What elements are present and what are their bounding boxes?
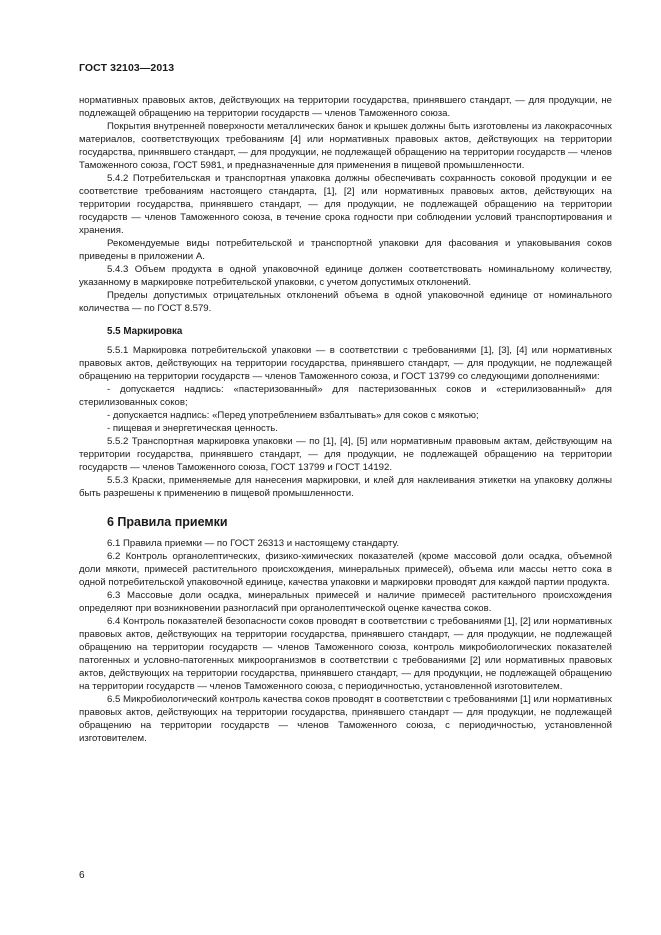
paragraph: 6.2 Контроль органолептических, физико-химических показателей (кроме массовой доли осадка, объемной доли мякоти, примесей растительного происхождения, минеральных примесей), объема или массы нетто сока в одной потребительской упаковочной единице, качества упаковки и маркировки проводят для каждой партии продукта. [79,551,612,588]
list-item: - допускается надпись: «Перед употреблением взбалтывать» для соков с мякотью; [107,410,479,421]
document-header: ГОСТ 32103—2013 [79,62,175,74]
paragraph: Покрытия внутренней поверхности металлических банок и крышек должны быть изготовлены из лакокрасочных материалов, соответствующих требованиям [4] или нормативных правовых актов, действующих на территории государства, принявшего стандарт, — для продукции, не подлежащей обращению на территории государств — членов Таможенного союза, ГОСТ 5981, и предназначенные для применения в пищевой промышленности. [79,121,612,171]
paragraph: 6.5 Микробиологический контроль качества соков проводят в соответствии с требованиями [1] или нормативных правовых актов, действующих на территории государства, принявшего стандарт — для продукции, не подлежащей обращению на территории государств — членов Таможенного союза, с периодичностью, установленной изготовителем. [79,694,612,744]
page-number: 6 [79,870,85,881]
subsection-heading: 5.5 Маркировка [107,326,183,337]
paragraph: 6.1 Правила приемки — по ГОСТ 26313 и настоящему стандарту. [107,538,400,549]
paragraph: нормативных правовых актов, действующих на территории государства, принявшего стандарт, — для продукции, не подлежащей обращению на территории государств — членов Таможенного союза. [79,95,612,119]
list-item: - пищевая и энергетическая ценность. [107,423,278,434]
paragraph: Пределы допустимых отрицательных отклонений объема в одной упаковочной единице от номинального количества — по ГОСТ 8.579. [79,290,612,314]
paragraph: 5.4.3 Объем продукта в одной упаковочной единице должен соответствовать номинальному количеству, указанному в маркировке потребительской упаковки, с учетом допустимых отклонений. [79,264,612,288]
section-heading: 6 Правила приемки [107,515,228,529]
document-body [79,94,612,745]
paragraph: 5.5.1 Маркировка потребительской упаковки — в соответствии с требованиями [1], [3], [4] или нормативных правовых актов, действующих на территории государства, принявшего стандарт, — для продукции, не подлежащей обращению на территории государств — членов Таможенного союза, и ГОСТ 13799 со следующими дополнениями: [79,345,612,382]
paragraph: 5.5.3 Краски, применяемые для нанесения маркировки, и клей для наклеивания этикетки на упаковку должны быть разрешены к применению в пищевой промышленности. [79,475,612,499]
list-item: - допускается надпись: «пастеризованный» для пастеризованных соков и «стерилизованный» для стерилизованных соков; [79,384,612,408]
paragraph: 5.5.2 Транспортная маркировка упаковки — по [1], [4], [5] или нормативным правовым актам, действующим на территории государства, принявшего стандарт, — для продукции, не подлежащей обращению на территории государств — членов Таможенного союза, ГОСТ 13799 и ГОСТ 14192. [79,436,612,473]
paragraph: Рекомендуемые виды потребительской и транспортной упаковки для фасования и упаковывания соков приведены в приложении А. [79,238,612,262]
paragraph: 6.4 Контроль показателей безопасности соков проводят в соответствии с требованиями [1], [2] или нормативных правовых актов, действующих на территории государства, принявшего стандарт, — для продукции, не подлежащей обращению на территории государств — членов Таможенного союза, контроль микробиологических показателей патогенных и условно-патогенных микроорганизмов в соответствии с требованиями [2] или нормативных правовых актов, действующих на территории государства, принявшего стандарт, — для продукции, не подлежащей обращению на территории государств — членов Таможенного союза, с периодичностью, установленной изготовителем. [79,616,612,692]
paragraph: 5.4.2 Потребительская и транспортная упаковка должны обеспечивать сохранность соковой продукции и ее соответствие требованиям настоящего стандарта, [1], [2] или нормативных правовых актов, действующих на территории государства, принявшего стандарт, — для продукции, не подлежащей обращению на территории государств — членов Таможенного союза, в течение срока годности при соблюдении условий транспортирования и хранения. [79,173,612,236]
paragraph: 6.3 Массовые доли осадка, минеральных примесей и наличие примесей растительного происхождения определяют при возникновении разногласий при органолептической оценке качества соков. [79,590,612,614]
